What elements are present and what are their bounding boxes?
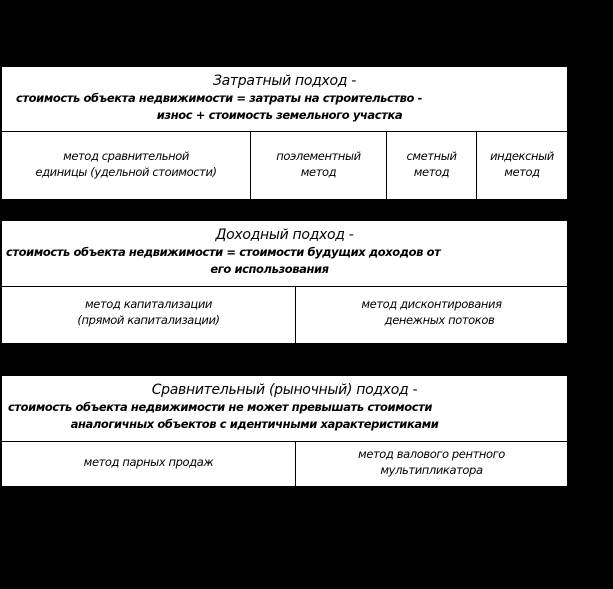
method-paired-sales [2,442,296,486]
cost-approach-block [2,67,567,199]
comparative-approach-title: Сравнительный (рыночный) подход - [151,382,418,398]
comparative-approach-block [2,376,567,486]
method-comparative-unit-line-2: единицы (удельной стоимости) [35,165,217,179]
method-index [477,132,567,199]
comparative-approach-rule-line-2: аналогичных объектов с идентичными характеристиками [70,417,439,431]
method-dcf-line-1: метод дисконтирования [361,297,502,311]
method-elemental-line-2: метод [300,165,337,179]
method-estimate [387,132,477,199]
cost-approach-title: Затратный подход - [212,73,357,89]
method-comparative-unit-line-1: метод сравнительной [63,149,189,163]
method-dcf-line-2: денежных потоков [384,313,495,327]
method-paired-sales-line-1: метод парных продаж [83,455,214,469]
cost-approach-header [2,67,567,132]
method-discounted-cash-flow [296,287,567,343]
cost-approach-methods [2,132,567,199]
method-grm-line-1: метод валового рентного [358,447,505,461]
method-capitalization-line-1: метод капитализации [85,297,212,311]
method-grm-line-2: мультипликатора [380,463,483,477]
method-capitalization [2,287,296,343]
income-approach-title: Доходный подход - [215,227,354,243]
cost-approach-formula-line-2: износ + стоимость земельного участка [156,108,403,122]
comparative-approach-rule-line-1: стоимость объекта недвижимости не может превышать стоимости [8,400,433,414]
method-estimate-line-1: сметный [406,149,457,163]
cost-approach-formula-line-1: стоимость объекта недвижимости = затраты на строительство - [16,91,423,105]
method-comparative-unit [2,132,251,199]
income-approach-methods [2,287,567,343]
method-estimate-line-2: метод [413,165,450,179]
income-approach-formula-line-2: его использования [210,262,329,276]
method-index-line-1: индексный [490,149,554,163]
method-index-line-2: метод [504,165,540,179]
comparative-approach-methods [2,442,567,486]
method-elemental [251,132,387,199]
method-elemental-line-1: поэлементный [276,149,361,163]
income-approach-header [2,221,567,287]
method-gross-rent-multiplier [296,442,567,486]
comparative-approach-header [2,376,567,442]
method-capitalization-line-2: (прямой капитализации) [77,313,220,327]
income-approach-block [2,221,567,343]
income-approach-formula-line-1: стоимость объекта недвижимости = стоимости будущих доходов от [6,245,441,259]
